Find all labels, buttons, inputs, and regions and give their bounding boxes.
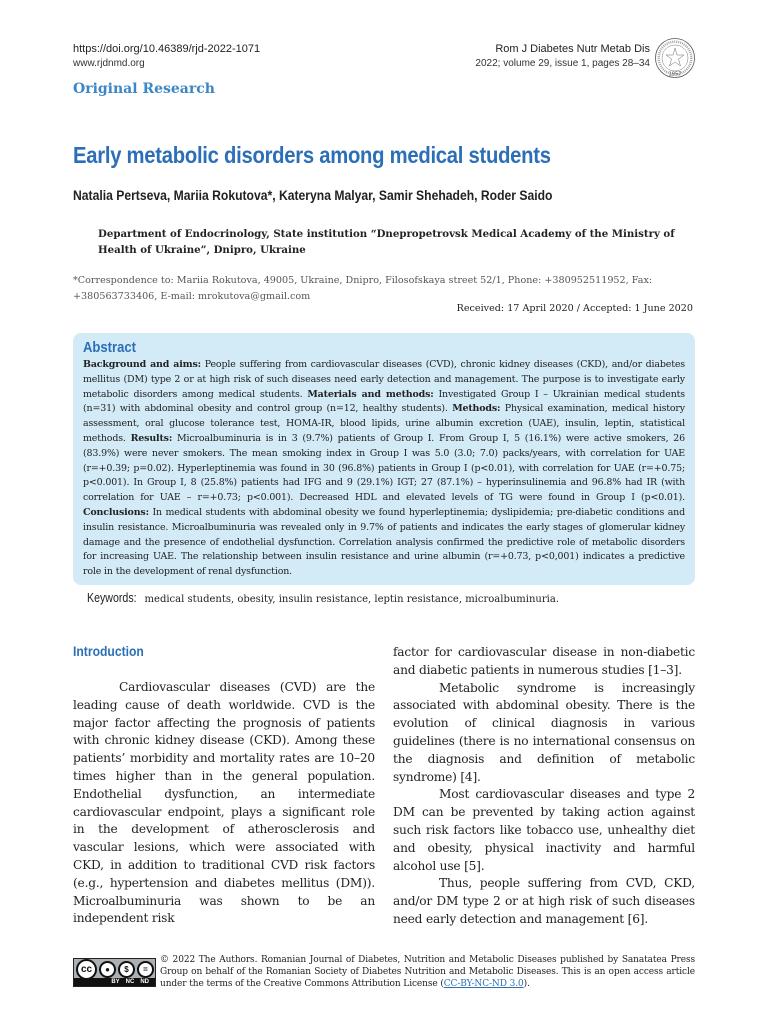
cc-label-nc: NC — [125, 979, 135, 985]
license-body: © 2022 The Authors. Romanian Journal of Diabetes, Nutrition and Metabolic Diseases published by Sanatatea Press Group on behalf of the Romanian Society of Diabetes Nutrition and Metabolic Diseases. This is an open access article under the terms of the Creative Commons Attribution License ( — [160, 955, 695, 989]
abstract-body — [83, 358, 685, 580]
abstract-heading: Abstract — [83, 340, 136, 356]
issue-info: 2022; volume 29, issue 1, pages 28–34 — [475, 58, 650, 69]
seal-year: 1957 — [668, 71, 682, 78]
intro-paragraph: Cardiovascular diseases (CVD) are the leading cause of death worldwide. CVD is the major factor affecting the prognosis of patients with chronic kidney disease (CKD). Among these patients’ morbidity and mortality rates are 10–20 times higher than in the general population. Endothelial dysfunction, an intermediate cardiovascular endpoint, plays a significant role in the development of atherosclerosis and vascular lesions, which were associated with CKD, in addition to traditional CVD risk factors (e.g., hypertension and diabetes mellitus (DM)). Microalbuminuria was shown to be an independent risk — [73, 680, 375, 926]
introduction-heading: Introduction — [73, 644, 144, 659]
noncommercial-icon: $ — [118, 961, 135, 978]
website-link[interactable]: www.rjdnmd.org — [73, 58, 145, 69]
abstract-conclusions-label: Conclusions: — [83, 506, 149, 518]
cc-label-nd: ND — [140, 979, 149, 985]
affiliation: Department of Endocrinology, State institution “Dnepropetrovsk Medical Academy of the Ministry of Health of Ukraine”, Dnipro, Ukraine — [98, 228, 675, 256]
intro-paragraph: factor for cardiovascular disease in non-diabetic and diabetic patients in numerous studies [1–3]. — [393, 645, 695, 677]
abstract-materials-text: Investigated Group I – Ukrainian medical students (n=31) with abdominal obesity and control group (n=12, healthy students). — [83, 388, 685, 415]
cc-label-by: BY — [111, 979, 120, 985]
column-right — [393, 644, 695, 929]
column-left — [73, 679, 375, 928]
abstract-background-text: People suffering from cardiovascular diseases (CVD), chronic kidney diseases (CKD), and/or diabetes mellitus (DM) type 2 or at high risk of such diseases need early detection and management. The purpose is to investigate early metabolic disorders among medical students. — [83, 359, 685, 400]
attribution-icon: ● — [99, 961, 116, 978]
journal-name: Rom J Diabetes Nutr Metab Dis — [495, 43, 650, 55]
cc-icon: cc — [76, 959, 97, 980]
intro-paragraph: Thus, people suffering from CVD, CKD, and/or DM type 2 or at high risk of such diseases need early detection and management [6]. — [393, 876, 695, 926]
intro-paragraph: Most cardiovascular diseases and type 2 DM can be prevented by taking action against such risk factors like tobacco use, unhealthy diet and obesity, physical inactivity and harmful alcohol use [5]. — [393, 787, 695, 873]
abstract-materials-label: Materials and methods: — [307, 388, 434, 400]
abstract-results-text: Microalbuminuria is in 3 (9.7%) patients of Group I. From Group I, 5 (16.1%) were active smokers, 26 (83.9%) were never smokers. The mean smoking index in Group I was 5.0 (3.0; 7.0) packs/years, with correlation for UAE (r=+0.39; p=0.02). Hyperleptinemia was found in 30 (96.8%) patients in Group I (p<0.01), with correlation for UAE (r=+0.75; p<0.001). In Group I, 8 (25.8%) patients had IFG and 9 (29.1%) IGT; 27 (87.1%) – hyperinsulinemia and 96.8% had IR (with correlation for UAE – r=+0.73; p<0.001). Decreased HDL and elevated levels of TG were found in Group I (p<0.01). — [83, 432, 685, 504]
header-left — [73, 42, 260, 71]
header-right — [475, 42, 650, 71]
article-title: Early metabolic disorders among medical students — [73, 142, 551, 168]
abstract-background-label: Background and aims: — [83, 359, 201, 370]
intro-paragraph: Metabolic syndrome is increasingly associated with abdominal obesity. There is the evolution of clinical diagnosis in various guidelines (there is no international consensus on the diagnosis and definition of metabolic syndrome) [4]. — [393, 680, 695, 784]
doi-link[interactable]: https://doi.org/10.46389/rjd-2022-1071 — [73, 43, 261, 55]
license-footer — [73, 954, 695, 990]
abstract-results-label: Results: — [130, 432, 173, 444]
abstract-box — [73, 333, 695, 585]
cc-license-badge[interactable] — [73, 958, 156, 987]
noderivatives-icon: = — [137, 961, 154, 978]
abstract-methods-label: Methods: — [452, 403, 501, 415]
society-seal-icon — [654, 37, 696, 79]
abstract-conclusions-text: In medical students with abdominal obesity we found hyperleptinemia; dyslipidemia; pre-diabetic conditions and insulin resistance. Microalbuminuria was revealed only in 9.7% of patients and indicates the early stages of glomerular kidney damage and the presence of endothelial dysfunction. Correlation analysis confirmed the predictive role of metabolic disorders for increasing UAE. The relationship between insulin resistance and urine albumin (r=+0.73, p<0,001) indicates a predictive role in the development of renal dysfunction. — [83, 506, 685, 578]
keywords-label: Keywords: — [87, 591, 137, 605]
license-text — [160, 954, 695, 990]
keywords-text: medical students, obesity, insulin resistance, leptin resistance, microalbuminuria. — [141, 594, 559, 605]
author-list: Natalia Pertseva, Mariia Rokutova*, Kateryna Malyar, Samir Shehadeh, Roder Saido — [73, 188, 553, 203]
correspondence: *Correspondence to: Mariia Rokutova, 49005, Ukraine, Dnipro, Filosofskaya street 52/1, Phone: +380952511952, Fax: +380563733406, E-mail: mrokutova@gmail.com — [73, 275, 653, 302]
section-tag: Original Research — [73, 81, 215, 97]
keywords — [87, 591, 559, 605]
abstract-methods-text: Physical examination, medical history assessment, oral glucose tolerance test, HOMA-IR, blood lipids, urine albumin excretion (UAE), insulin, leptin, statistical methods. — [83, 403, 685, 444]
license-link[interactable]: CC-BY-NC-ND 3.0 — [443, 979, 524, 989]
license-end: ). — [523, 979, 530, 989]
received-accepted-dates: Received: 17 April 2020 / Accepted: 1 June 2020 — [456, 303, 693, 314]
